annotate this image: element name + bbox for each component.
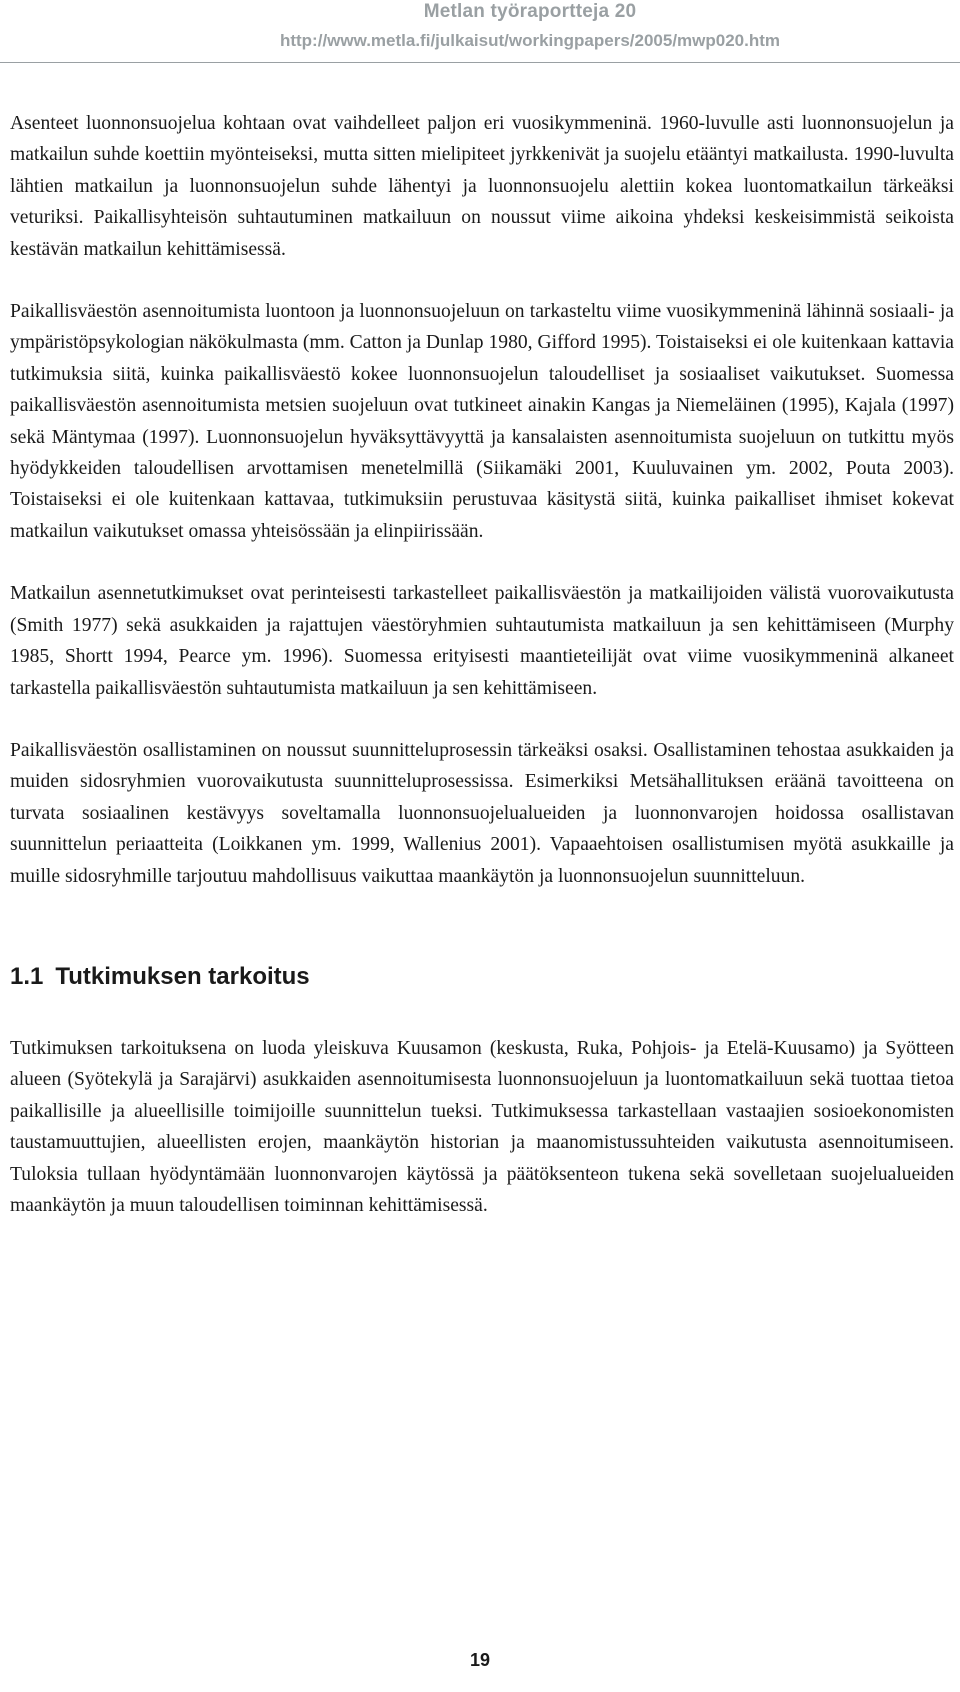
series-title: Metlan työraportteja 20 — [423, 1, 637, 22]
page-number: 19 — [469, 1650, 491, 1670]
paragraph-attitudes-history: Asenteet luonnonsuojelua kohtaan ovat vaihdelleet paljon eri vuosikymmeninä. 1960-luvulle asti luonnonsuojelun ja matkailun suhde koettiin myönteiseksi, mutta sitten mielipiteet jyrkkenivät ja suojelu etääntyi matkailusta. 1990-luvulta lähtien matkailun ja luonnonsuojelun suhde lähentyi ja luonnonsuojelu alettiin kokea luontomatkailun tärkeäksi veturiksi. Paikallisyhteisön suhtautuminen matkailuun on noussut viime aikoina yhdeksi keskeisimmistä seikoista kestävän matkailun kehittämisessä. — [10, 113, 954, 260]
paragraph-tourism-attitude-studies: Matkailun asennetutkimukset ovat perinteisesti tarkastelleet paikallisväestön ja matkailijoiden välistä vuorovaikutusta (Smith 1977) sekä asukkaiden ja rajattujen väestöryhmien suhtautumista matkailuun ja sen kehittämiseen (Murphy 1985, Shortt 1994, Pearce ym. 1996). Suomessa erityisesti maantieteilijät ovat viime vuosikymmeninä alkaneet tarkastella paikallisväestön suhtautumista matkailuun ja sen kehittämiseen. — [10, 583, 954, 699]
document-body — [10, 108, 954, 1221]
section-heading — [10, 962, 954, 992]
paragraph-participation: Paikallisväestön osallistaminen on noussut suunnitteluprosessin tärkeäksi osaksi. Osallistaminen tehostaa asukkaiden ja muiden sidosryhmien vuorovaikutusta suunnitteluprosessissa. Esimerkiksi Metsähallituksen eräänä tavoitteena on turvata sosiaalinen kestävyys soveltamalla luonnonsuojelualueiden ja luonnonvarojen hoidossa osallistavan suunnittelun periaatteita (Loikkanen ym. 1999, Wallenius 2001). Vapaaehtoisen osallistumisen myötä asukkaille ja muille sidosryhmille tarjoutuu mahdollisuus vaikuttaa maankäytön ja luonnonsuojelun suunnitteluun. — [10, 739, 954, 887]
header-divider — [0, 62, 960, 63]
section-title: Tutkimuksen tarkoitus — [55, 962, 310, 990]
section-number: 1.1 — [10, 962, 44, 990]
series-url[interactable]: http://www.metla.fi/julkaisut/workingpapers/2005/mwp020.htm — [279, 31, 781, 50]
paragraph-study-purpose: Tutkimuksen tarkoituksena on luoda yleiskuva Kuusamon (keskusta, Ruka, Pohjois- ja Etelä-Kuusamo) ja Syötteen alueen (Syötekylä ja Sarajärvi) asukkaiden asennoitumisesta luonnonsuojeluun ja luontomatkailuun sekä tuottaa tietoa paikallisille ja alueellisille toimijoille suunnittelun tueksi. Tutkimuksessa tarkastellaan vastaajien sosioekonomisten taustamuuttujien, alueellisten erojen, maankäytön historian ja maanomistussuhteiden vaikutusta asennoitumiseen. Tuloksia tullaan hyödyntämään luonnonvarojen käytössä ja päätöksenteon tukena sekä sovelletaan suojelualueiden maankäytön ja muun taloudellisen toiminnan kehittämisessä. — [10, 1037, 954, 1216]
paragraph-local-attitudes-research: Paikallisväestön asennoitumista luontoon ja luonnonsuojeluun on tarkasteltu viime vuosikymmeninä lähinnä sosiaali- ja ympäristöpsykologian näkökulmasta (mm. Catton ja Dunlap 1980, Gifford 1995). Toistaiseksi ei ole kuitenkaan kattavia tutkimuksia siitä, kuinka paikallisväestö kokee luonnonsuojelun taloudelliset ja sosiaaliset vaikutukset. Suomessa paikallisväestön asennoitumista metsien suojeluun ovat tutkineet ainakin Kangas ja Niemeläinen (1995), Kajala (1997) sekä Mäntymaa (1997). Luonnonsuojelun hyväksyttävyyttä ja kansalaisten asennoitumista suojeluun on tutkittu myös hyödykkeiden taloudellisen arvottamisen menetelmillä (Siikamäki 2001, Kuuluvainen ym. 2002, Pouta 2003). Toistaiseksi ei ole kuitenkaan kattavaa, tutkimuksiin perustuvaa käsitystä siitä, kuinka paikalliset ihmiset kokevat matkailun vaikutukset omassa yhteisössään ja elinpiirissään. — [10, 301, 954, 542]
page-header — [0, 0, 960, 60]
